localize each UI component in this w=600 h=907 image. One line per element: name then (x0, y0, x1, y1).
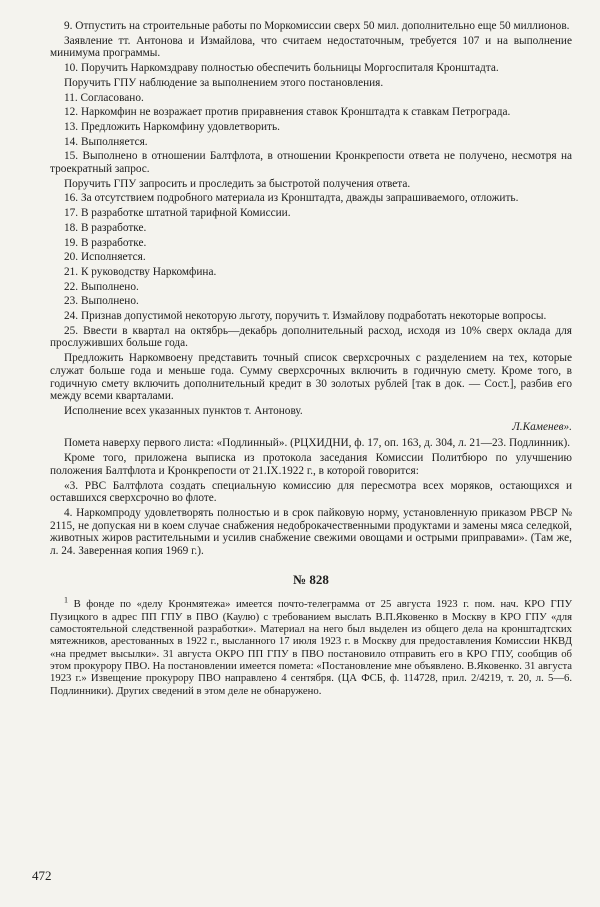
paragraph: Поручить ГПУ наблюдение за выполнением этого постановления. (64, 76, 384, 89)
paragraph: 11. Согласовано. (64, 91, 144, 104)
paragraph: 24. Признав допустимой некоторую льготу, поручить т. Измайлову подработать некоторые вопросы. (64, 310, 547, 323)
footnote-block (50, 595, 573, 697)
document-number-heading: № 828 (293, 571, 329, 587)
paragraph: 21. К руководству Наркомфина. (64, 265, 217, 278)
paragraph: 23. Выполнено. (64, 295, 139, 308)
paragraph: 14. Выполняется. (64, 135, 148, 148)
paragraph: Заявление тт. Антонова и Измайлова, что считаем недостаточным, требуется 107 и на выполнение минимума программы. (50, 34, 572, 60)
archival-note: Помета наверху первого листа: «Подлинный». (РЦХИДНИ, ф. 17, оп. 163, д. 304, л. 21—23. Подлинник). (64, 437, 571, 450)
paragraph: 9. Отпустить на строительные работы по Моркомиссии сверх 50 мил. дополнительно еще 50 миллионов. (64, 20, 570, 32)
page-number: 472 (32, 868, 52, 883)
paragraph: Исполнение всех указанных пунктов т. Антонову. (64, 404, 303, 417)
paragraph: 15. Выполнено в отношении Балтфлота, в отношении Кронкрепости ответа не получено, несмотря на троекратный запрос. (50, 150, 572, 176)
protocol-body (50, 20, 572, 558)
page-content (50, 20, 572, 699)
footnote-marker: 1 (64, 595, 68, 605)
quoted-paragraph: 4. Наркомпроду удовлетворять полностью и в срок пайковую норму, установленную приказом РВСР № 2115, не допуская ни в коем случае снабжения недоброкачественными продуктами и замены мяса селедкой, животных жиров растительными и усилив снабжение свежими овощами и острыми приправами». (Там же, л. 24. Заверенная копия 1969 г.). (50, 506, 572, 558)
paragraph: Поручить ГПУ запросить и проследить за быстротой получения ответа. (64, 177, 411, 190)
signature: Л.Каменев». (512, 420, 572, 433)
paragraph: 13. Предложить Наркомфину удовлетворить. (64, 120, 280, 133)
footnote (50, 595, 573, 697)
paragraph: 16. За отсутствием подробного материала из Кронштадта, дважды запрашиваемого, отложить. (64, 192, 519, 205)
paragraph: 22. Выполнено. (64, 280, 139, 293)
quoted-paragraph: «3. РВС Балтфлота создать специальную комиссию для пересмотра всех моряков, остающихся и оставшихся сверхсрочно во флоте. (50, 479, 572, 505)
paragraph: Предложить Наркомвоену представить точный список сверхсрочных с разделением на тех, которые служат больше года и меньше года. Сумму сверхсрочных включить в годичную смету. Кроме того, в годичную смету включить дополнительный кредит в 30 золотых рублей [так в док. — Сост.], разбив его между всеми кварталами. (50, 352, 572, 403)
paragraph: 12. Наркомфин не возражает против приравнения ставок Кронштадта к ставкам Петрограда. (64, 106, 511, 119)
paragraph: 25. Ввести в квартал на октябрь—декабрь дополнительный расход, исходя из 10% сверх оклада для прослуживших больше года. (50, 324, 572, 350)
paragraph: 20. Исполняется. (64, 251, 146, 264)
paragraph: 19. В разработке. (64, 236, 147, 249)
paragraph: 18. В разработке. (64, 221, 147, 234)
paragraph: 10. Поручить Наркомздраву полностью обеспечить больницы Моргоспиталя Кронштадта. (64, 62, 499, 75)
paragraph: 17. В разработке штатной тарифной Комиссии. (64, 207, 291, 220)
footnote-text: В фонде по «делу Кронмятежа» имеется почто-телеграмма от 25 августа 1923 г. пом. нач. КРО ГПУ Пузицкого в адрес ПП ГПУ в ПВО (Каулю) с требованием выслать В.П.Яковенко в Москву в КРО ГПУ «для самостоятельной следственной разработки». Материал на него был выделен из общего дела на кронштадтских мятежников, арестованных в 1922 г., высланного 17 июля 1923 г. в Москву для предоставления Комиссии НКВД «на предмет высылки». 31 августа ОКРО ПП ГПУ в ПВО постановило отправить его в КРО ГПУ, сообщив об этом прокурору ПВО. На постановлении имеется помета: «Постановление мне объявлено. В.Яковенко. 31 августа 1923 г.» Извещение прокурору ПВО направлено 4 сентября. (ЦА ФСБ, ф. 114728, прил. 2/4219, т. 20, л. 5—6. Подлинники). Других сведений в этом деле не обнаружено. (50, 598, 573, 697)
archival-note: Кроме того, приложена выписка из протокола заседания Комиссии Политбюро по улучшению положения Балтфлота и Кронкрепости от 21.IX.1922 г., в которой говорится: (50, 452, 572, 477)
